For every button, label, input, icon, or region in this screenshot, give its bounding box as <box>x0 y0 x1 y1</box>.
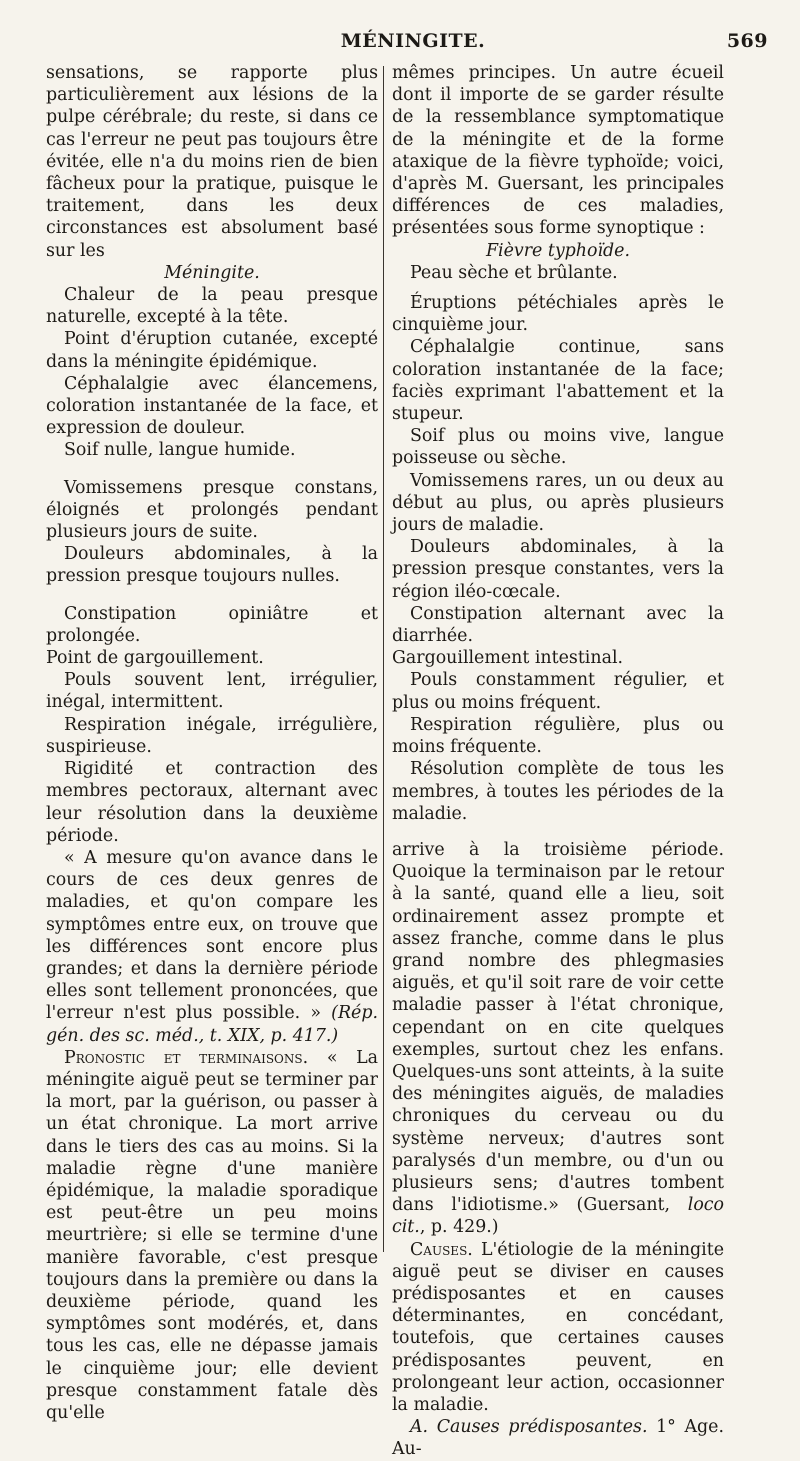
right-item: Gargouillement intestinal. <box>392 648 624 669</box>
left-item: Douleurs abdominales, à la pression presque toujours nulles. <box>46 544 378 587</box>
column-divider <box>383 66 384 1252</box>
left-item: Soif nulle, langue humide. <box>64 440 296 461</box>
right-intro-paragraph: mêmes principes. Un autre écueil dont il importe de se garder résulte de la ressemblance symptomatique de la méningite et de la forme ataxique de la fièvre typhoïde; voici, d'après M. Guersant, les principales différences de ces maladies, présentées sous forme synoptique : <box>392 63 724 239</box>
left-item: Céphalalgie avec élancemens, coloration instantanée de la face, et expression de douleur. <box>46 373 378 439</box>
left-item: Point d'éruption cutanée, excepté dans la méningite épidémique. <box>46 329 378 372</box>
running-header <box>46 30 780 58</box>
page-title: MÉNINGITE. <box>340 30 486 52</box>
prognosis-heading: Pronostic et terminaisons. <box>64 1047 309 1068</box>
right-item: Respiration régulière, plus ou moins fréquente. <box>392 714 724 758</box>
right-item: Douleurs abdominales, à la pression presque constantes, vers la région iléo-cœcale. <box>392 537 724 602</box>
causes-paragraph <box>392 1239 724 1417</box>
right-item: Résolution complète de tous les membres, à toutes les périodes de la maladie. <box>392 759 724 824</box>
right-item: Céphalalgie continue, sans coloration instantanée de la face; faciès exprimant l'abattement et la stupeur. <box>392 337 724 425</box>
right-item: Soif plus ou moins vive, langue poisseuse ou sèche. <box>392 426 724 469</box>
left-item: Constipation opiniâtre et prolongée. <box>46 603 378 646</box>
page-number: 569 <box>726 30 768 52</box>
left-item: Chaleur de la peau presque naturelle, excepté à la tête. <box>46 285 378 328</box>
quote-paragraph <box>46 847 378 1047</box>
causes-sub-text: 1° Age. Au- <box>392 1417 724 1460</box>
left-table-heading: Méningite. <box>164 262 260 283</box>
continuation-text: arrive à la troisième période. Quoique la terminaison par le retour à la santé, quand elle a lieu, soit ordinairement assez prompte et assez franche, comme dans le plus grand nombre des phlegmasies aiguës, et qu'il soit rare de voir cette maladie passer à l'état chronique, cependant on en cite quelques exemples, surtout chez les enfans. Quelques-uns sont atteints, à la suite des méningites aiguës, de maladies chroniques du cerveau ou du système nerveux; d'autres sont paralysés d'un membre, ou d'un ou plusieurs sens; d'autres tombent dans l'idiotisme.» (Guersant, <box>392 839 724 1216</box>
left-column <box>46 62 378 1424</box>
quote-text: « A mesure qu'on avance dans le cours de ces deux genres de maladies, et qu'on compare les symptômes entre eux, on trouve que les différences sont encore plus grandes; et dans la dernière période elles sont tellement prononcées, que l'erreur n'est plus possible. » <box>46 847 378 1024</box>
causes-sub-label: A. Causes prédisposantes. <box>410 1417 648 1438</box>
left-item: Rigidité et contraction des membres pectoraux, alternant avec leur résolution dans la deuxième période. <box>46 759 378 846</box>
left-item: Point de gargouillement. <box>46 648 264 669</box>
prognosis-paragraph <box>46 1047 378 1424</box>
left-item: Vomissemens presque constans, éloignés et prolongés pendant plusieurs jours de suite. <box>46 477 378 543</box>
left-item: Pouls souvent lent, irrégulier, inégal, intermittent. <box>46 670 378 713</box>
left-intro-paragraph: sensations, se rapporte plus particulièrement aux lésions de la pulpe cérébrale; du reste, si dans ce cas l'erreur ne peut pas toujours être évitée, elle n'a du moins rien de bien fâcheux pour la pratique, puisque le traitement, dans les deux circonstances est absolument basé sur les <box>46 63 378 261</box>
right-item: Vomissemens rares, un ou deux au début au plus, ou après plusieurs jours de maladie. <box>392 470 724 536</box>
right-column <box>392 62 724 1461</box>
right-item: Pouls constamment régulier, et plus ou moins fréquent. <box>392 670 724 713</box>
left-item: Respiration inégale, irrégulière, suspirieuse. <box>46 714 378 757</box>
causes-text: L'étiologie de la méningite aiguë peut se diviser en causes prédisposantes et en causes déterminantes, en concédant, toutefois, que certaines causes prédisposantes peuvent, en prolongeant leur action, occasionner la maladie. <box>392 1239 724 1415</box>
right-table-heading: Fièvre typhoïde. <box>485 240 630 261</box>
continuation-paragraph <box>392 839 724 1239</box>
right-item: Constipation alternant avec la diarrhée. <box>392 603 724 647</box>
right-item: Peau sèche et brûlante. <box>410 262 618 283</box>
continuation-end: , p. 429.) <box>419 1217 499 1238</box>
prognosis-text: « La méningite aiguë peut se terminer par la mort, par la guérison, ou passer à un état chronique. La mort arrive dans le tiers des cas au moins. Si la maladie règne d'une manière épidémique, la maladie sporadique est peut-être un peu moins meurtrière; si elle se termine d'une manière favorable, c'est presque toujours dans la première ou dans la deuxième période, quand les symptômes sont modérés, et, dans tous les cas, elle ne dépasse jamais le cinquième jour; elle devient presque constamment fatale dès qu'elle <box>46 1047 379 1423</box>
causes-subsection <box>392 1416 724 1460</box>
continuation-citation: loco cit. <box>392 1195 725 1238</box>
right-item: Éruptions pétéchiales après le cinquième jour. <box>392 293 724 336</box>
quote-reference: (Rép. gén. des sc. méd., t. XIX, p. 417.) <box>46 1003 378 1046</box>
causes-heading: Causes. <box>410 1239 473 1260</box>
